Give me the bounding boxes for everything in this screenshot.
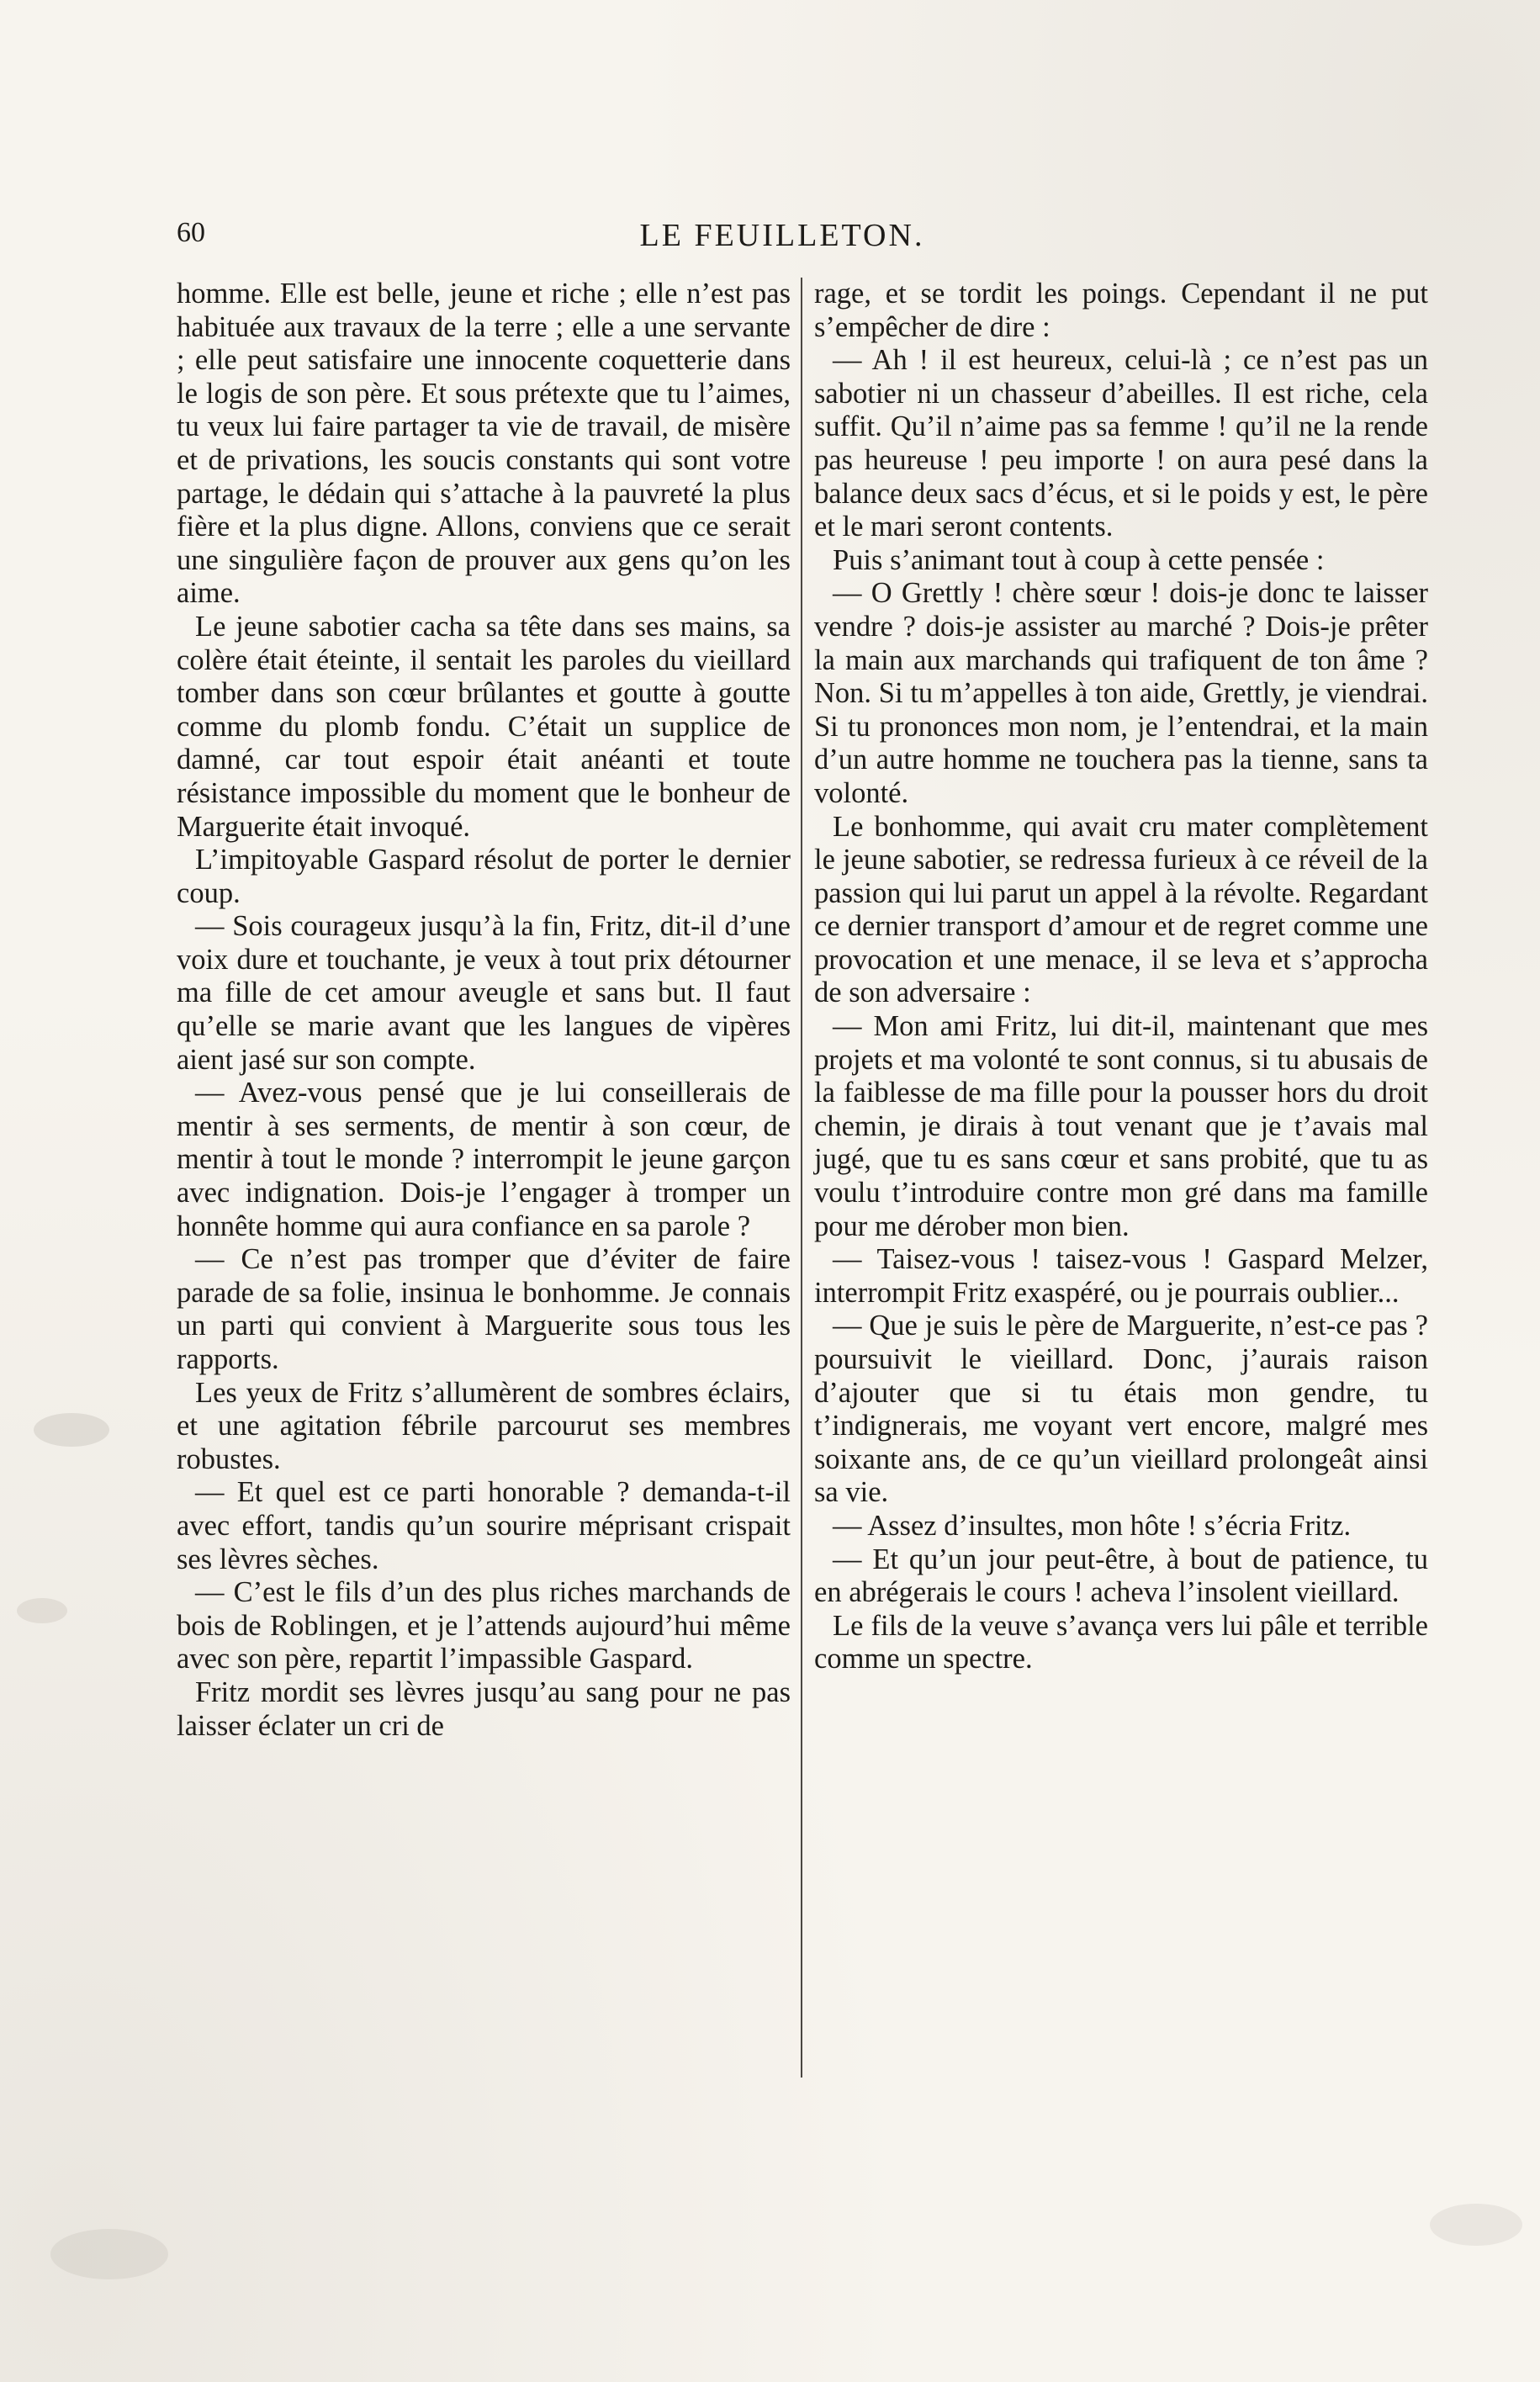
paragraph: Le jeune sabotier cacha sa tête dans ses mains, sa colère était éteinte, il sentait les paroles du vieillard tomber dans son cœur brûlantes et goutte à goutte comme du plomb fondu. C’était un supplice de damné, car tout espoir était anéanti et toute résistance impossible du moment que le bonheur de Marguerite était invoqué. (177, 610, 791, 843)
paragraph: Puis s’animant tout à coup à cette pensée : (833, 543, 1325, 576)
paragraph: homme. Elle est belle, jeune et riche ; elle n’est pas habituée aux travaux de la terre ; elle a une servante ; elle peut satisfaire une innocente coquetterie dans le logis de son père. Et sous prétexte que tu l’aimes, tu veux lui faire partager ta vie de travail, de misère et de privations, les soucis constants qui sont votre partage, le dédain qui s’attache à la pauvreté la plus fière et la plus digne. Allons, conviens que ce serait une singulière façon de prouver aux gens qu’on les aime. (177, 278, 791, 610)
paragraph: — Et quel est ce parti honorable ? demanda-t-il avec effort, tandis qu’un sourire méprisant crispait ses lèvres sèches. (177, 1476, 791, 1575)
column-divider (801, 278, 802, 2078)
print-speck (1430, 2204, 1522, 2246)
paragraph: — Taisez-vous ! taisez-vous ! Gaspard Melzer, interrompit Fritz exaspéré, ou je pourrais oublier... (814, 1243, 1428, 1309)
print-speck (17, 1598, 67, 1623)
print-speck (34, 1413, 109, 1447)
paragraph: — Ah ! il est heureux, celui-là ; ce n’est pas un sabotier ni un chasseur d’abeilles. Il est riche, cela suffit. Qu’il n’aime pas sa femme ! qu’il ne la rende pas heureuse ! peu importe ! on aura pesé dans la balance deux sacs d’écus, et si le poids y est, le père et le mari seront contents. (814, 344, 1428, 543)
paragraph: — Assez d’insultes, mon hôte ! s’écria Fritz. (833, 1509, 1352, 1542)
paragraph: — C’est le fils d’un des plus riches marchands de bois de Roblingen, et je l’attends aujourd’hui même avec son père, repartit l’impassible Gaspard. (177, 1576, 791, 1675)
print-speck (50, 2229, 168, 2279)
paragraph: — Mon ami Fritz, lui dit-il, maintenant que mes projets et ma volonté te sont connus, si tu abusais de la faiblesse de ma fille pour la pousser hors du droit chemin, je dirais à tout venant que je t’avais mal jugé, que tu es sans cœur et sans probité, que tu as voulu t’introduire contre mon gré dans ma famille pour me dérober mon bien. (814, 1010, 1428, 1242)
paragraph: Le fils de la veuve s’avança vers lui pâle et terrible comme un spectre. (814, 1609, 1428, 1675)
paragraph: L’impitoyable Gaspard résolut de porter le dernier coup. (177, 844, 791, 909)
paragraph: Fritz mordit ses lèvres jusqu’au sang pour ne pas laisser éclater un cri de (177, 1675, 791, 1742)
paragraph: rage, et se tordit les poings. Cependant il ne put s’empêcher de dire : (814, 278, 1428, 343)
paragraph: — Sois courageux jusqu’à la fin, Fritz, dit-il d’une voix dure et touchante, je veux à tout prix détourner ma fille de cet amour aveugle et sans but. Il faut qu’elle se marie avant que les langues de vipères aient jasé sur son compte. (177, 910, 791, 1076)
paragraph: — O Grettly ! chère sœur ! dois-je donc te laisser vendre ? dois-je assister au marché ? Dois-je prêter la main aux marchands qui trafiquent de ton âme ? Non. Si tu m’appelles à ton aide, Grettly, je viendrai. Si tu prononces mon nom, je l’entendrai, et la main d’un autre homme ne touchera pas la tienne, sans ta volonté. (814, 577, 1428, 809)
paragraph: — Et qu’un jour peut-être, à bout de patience, tu en abrégerais le cours ! acheva l’insolent vieillard. (814, 1543, 1428, 1609)
running-title: LE FEUILLETON. (639, 218, 925, 253)
paragraph: — Que je suis le père de Marguerite, n’est-ce pas ? poursuivit le vieillard. Donc, j’aurais raison d’ajouter que si tu étais mon gendre, tu t’indignerais, me voyant vert encore, malgré mes soixante ans, de ce qu’un vieillard prolongeât ainsi sa vie. (814, 1310, 1428, 1509)
page-header (168, 217, 1396, 267)
paragraph: — Avez-vous pensé que je lui conseillerais de mentir à ses serments, de mentir à son cœur, de mentir à tout le monde ? interrompit le jeune garçon avec indignation. Dois-je l’engager à tromper un honnête homme qui aura confiance en sa parole ? (177, 1077, 791, 1242)
paragraph: — Ce n’est pas tromper que d’éviter de faire parade de sa folie, insinua le bonhomme. Je connais un parti qui convient à Marguerite sous tous les rapports. (177, 1243, 791, 1375)
paragraph: Les yeux de Fritz s’allumèrent de sombres éclairs, et une agitation fébrile parcourut ses membres robustes. (177, 1376, 791, 1475)
page-number: 60 (177, 217, 205, 248)
left-text-column (177, 278, 791, 1743)
right-text-column (814, 278, 1428, 1676)
paragraph: Le bonhomme, qui avait cru mater complètement le jeune sabotier, se redressa furieux à ce réveil de la passion qui lui parut un appel à la révolte. Regardant ce dernier transport d’amour et de regret comme une provocation et une menace, il se leva et s’approcha de son adversaire : (814, 810, 1428, 1009)
